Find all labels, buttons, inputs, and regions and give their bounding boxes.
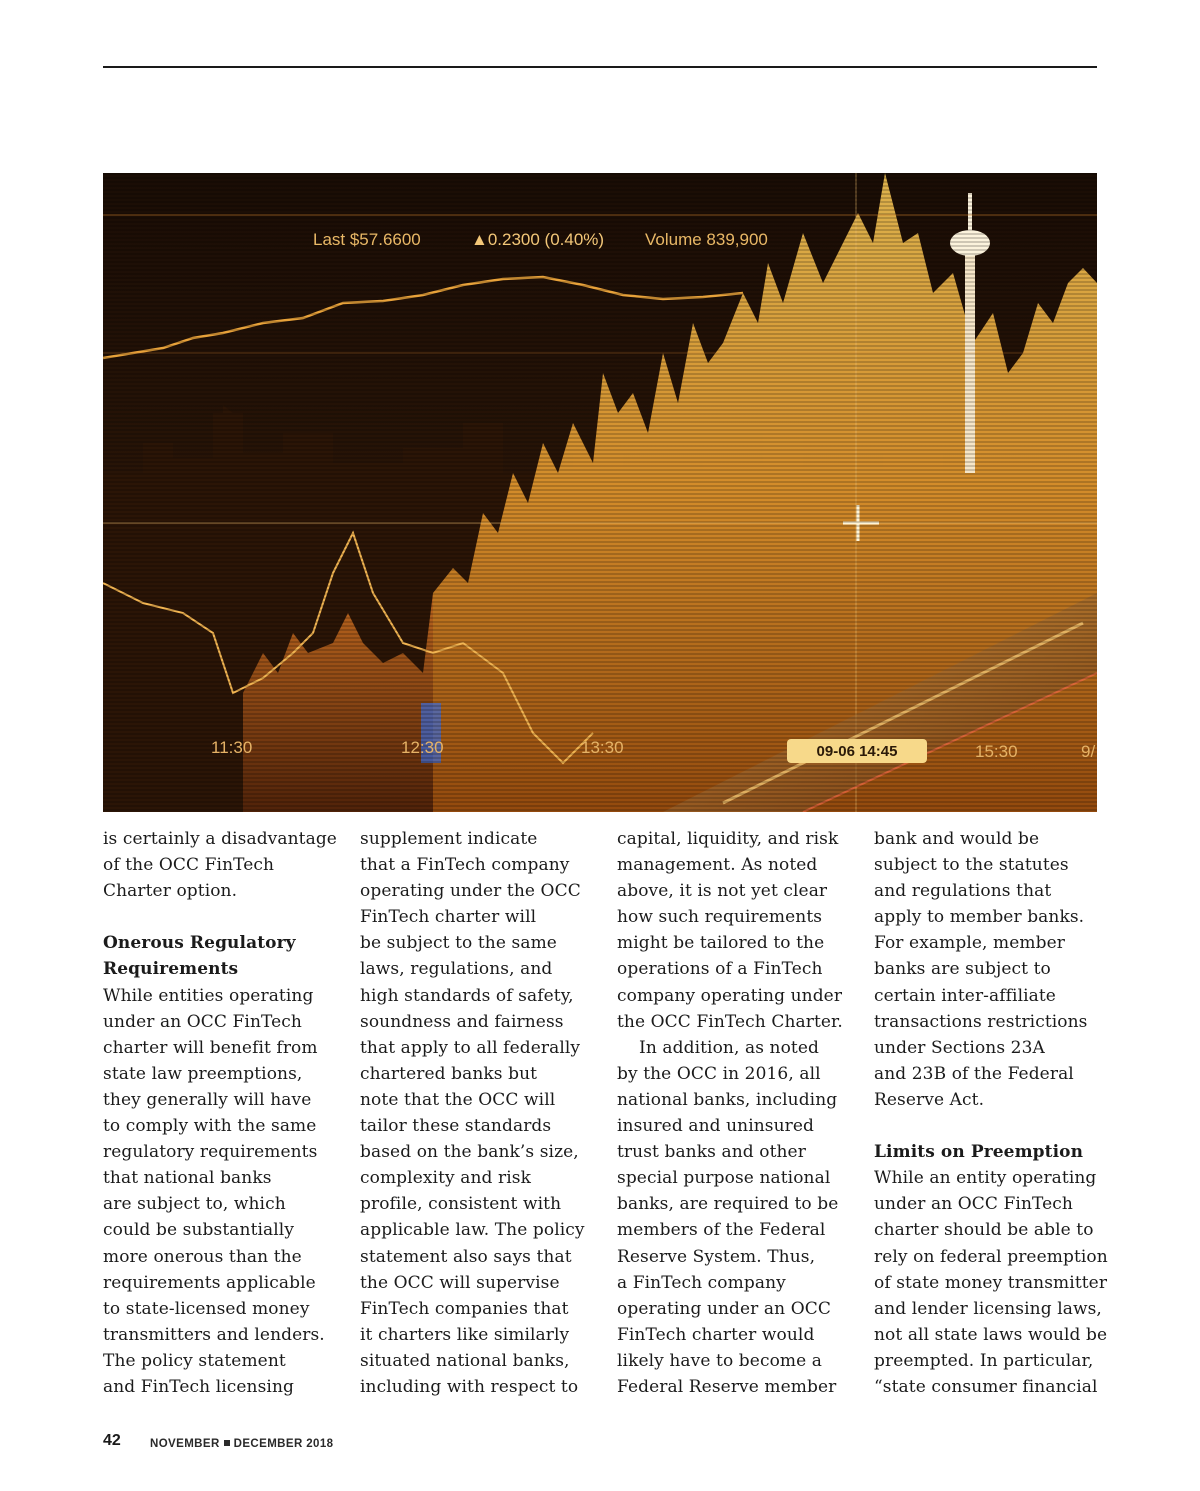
body-text-line: of state money transmitter (874, 1272, 1108, 1293)
body-text-line: While entities operating (103, 985, 314, 1006)
body-text-line: and FinTech licensing (103, 1376, 295, 1397)
body-text-line: might be tailored to the (617, 933, 825, 954)
body-text-line: Reserve Act. (874, 1089, 985, 1110)
body-text-line: not all state laws would be (874, 1324, 1108, 1345)
body-text-line: be subject to the same (360, 933, 557, 954)
body-text-line: banks are subject to (874, 959, 1051, 980)
body-text-line: the OCC will supervise (360, 1272, 560, 1293)
body-text-line: based on the bank’s size, (360, 1142, 579, 1163)
body-text-line: banks, are required to be (617, 1194, 839, 1215)
body-text-line: laws, regulations, and (360, 959, 553, 980)
body-text-line: operating under an OCC (617, 1298, 831, 1319)
body-text-line: charter should be able to (874, 1220, 1094, 1241)
body-text-line: it charters like similarly (360, 1324, 570, 1345)
body-text-line: special purpose national (617, 1168, 831, 1189)
body-text-line: transactions restrictions (874, 1011, 1088, 1032)
body-text-line: and regulations that (874, 881, 1052, 902)
date-badge: 09-06 14:45 (816, 743, 898, 760)
body-text-line: they generally will have (103, 1089, 312, 1110)
section-heading-line: Onerous Regulatory (103, 933, 296, 954)
body-text-line: Federal Reserve member (617, 1376, 837, 1397)
body-text-line: are subject to, which (103, 1194, 286, 1215)
body-text-line: members of the Federal (617, 1220, 826, 1241)
body-text-line: FinTech companies that (360, 1298, 569, 1319)
body-text-line: While an entity operating (874, 1168, 1097, 1189)
body-text-line: company operating under (617, 985, 843, 1006)
body-text-line: and lender licensing laws, (874, 1298, 1102, 1319)
body-text-line: “state consumer financial (874, 1376, 1098, 1397)
body-text-line: tailor these standards (360, 1116, 552, 1137)
ticker-change: ▲0.2300 (0.40%) (471, 230, 605, 249)
body-text-line: operations of a FinTech (617, 959, 823, 980)
text-column-1 (103, 826, 347, 1400)
body-text-line: subject to the statutes (874, 855, 1069, 876)
body-text-line: requirements applicable (103, 1272, 316, 1293)
body-text-line: chartered banks but (360, 1063, 538, 1084)
text-column-3 (617, 826, 861, 1400)
body-text-line: applicable law. The policy (360, 1220, 585, 1241)
section-heading-line: Limits on Preemption (874, 1142, 1084, 1163)
body-text-line: under Sections 23A (874, 1037, 1045, 1058)
body-text-line: supplement indicate (360, 829, 538, 849)
body-text-line: and 23B of the Federal (874, 1063, 1074, 1084)
body-text-line: likely have to become a (617, 1350, 823, 1371)
body-text-line: regulatory requirements (103, 1142, 318, 1163)
body-text-line: FinTech charter will (360, 907, 537, 928)
body-text-line: management. As noted (617, 855, 818, 876)
body-text-line: For example, member (874, 933, 1065, 954)
ticker-last: Last $57.6600 (313, 230, 421, 249)
body-text-line: certain inter-affiliate (874, 985, 1056, 1006)
body-text-line: by the OCC in 2016, all (617, 1063, 821, 1084)
body-text-line: under an OCC FinTech (874, 1194, 1073, 1215)
body-text-line: bank and would be (874, 829, 1040, 849)
body-text-line: under an OCC FinTech (103, 1011, 302, 1032)
body-text-line: high standards of safety, (360, 985, 574, 1006)
body-text-line: rely on federal preemption (874, 1246, 1108, 1267)
body-text-line: statement also says that (360, 1246, 572, 1267)
body-text-line: above, it is not yet clear (617, 881, 828, 902)
body-text-line: that national banks (103, 1168, 272, 1189)
body-text-line: a FinTech company (617, 1272, 786, 1293)
body-text-line: that apply to all federally (360, 1037, 581, 1058)
body-text-line: In addition, as noted (639, 1037, 819, 1058)
body-text-line: of the OCC FinTech (103, 855, 275, 876)
body-text-line: more onerous than the (103, 1246, 302, 1267)
section-heading-line: Requirements (103, 959, 239, 980)
time-label-3: 13:30 (581, 738, 624, 757)
body-text-line: complexity and risk (360, 1168, 531, 1189)
issue-month-1: NOVEMBER (150, 1438, 220, 1450)
time-label-1: 11:30 (211, 738, 253, 757)
body-text-line: the OCC FinTech Charter. (617, 1011, 843, 1032)
body-text-line: charter will benefit from (103, 1037, 318, 1058)
body-text-line: Reserve System. Thus, (617, 1246, 816, 1267)
body-text-line: national banks, including (617, 1089, 838, 1110)
ticker-volume: Volume 839,900 (645, 230, 768, 249)
body-text-line: is certainly a disadvantage (103, 829, 337, 849)
body-text-line: note that the OCC will (360, 1089, 556, 1110)
body-text-line: apply to member banks. (874, 907, 1085, 928)
time-label-4: 15:30 (975, 742, 1018, 761)
body-text-line: profile, consistent with (360, 1194, 562, 1215)
time-label-5: 9/ (1081, 742, 1096, 761)
body-text-line: situated national banks, (360, 1350, 570, 1371)
separator-square (224, 1440, 230, 1446)
body-text-line: preempted. In particular, (874, 1350, 1094, 1371)
body-text-line: to state-licensed money (103, 1298, 310, 1319)
body-text-line: state law preemptions, (103, 1063, 303, 1084)
paragraph-gap (874, 1113, 1118, 1139)
stock-chart-city-photo (103, 173, 1097, 812)
body-text-line: insured and uninsured (617, 1116, 815, 1137)
body-text-line: FinTech charter would (617, 1324, 815, 1345)
body-text-line: could be substantially (103, 1220, 295, 1241)
issue-date (150, 1438, 333, 1450)
paragraph-gap (103, 904, 347, 930)
text-column-2 (360, 826, 604, 1400)
body-text-line: including with respect to (360, 1376, 579, 1397)
body-text-line: capital, liquidity, and risk (617, 829, 839, 849)
body-text-line: that a FinTech company (360, 855, 570, 876)
top-rule (103, 66, 1097, 68)
text-column-4 (874, 826, 1118, 1400)
body-text-line: how such requirements (617, 907, 823, 928)
body-text-line: operating under the OCC (360, 881, 581, 902)
body-text-line: soundness and fairness (360, 1011, 564, 1032)
body-text-line: to comply with the same (103, 1116, 317, 1137)
time-label-2: 12:30 (401, 738, 444, 757)
page-number: 42 (103, 1432, 121, 1449)
issue-month-2: DECEMBER 2018 (233, 1438, 334, 1450)
body-text-line: The policy statement (103, 1350, 286, 1371)
body-text-line: transmitters and lenders. (103, 1324, 325, 1345)
body-text-line: Charter option. (103, 881, 238, 902)
body-text-line: trust banks and other (617, 1142, 806, 1163)
